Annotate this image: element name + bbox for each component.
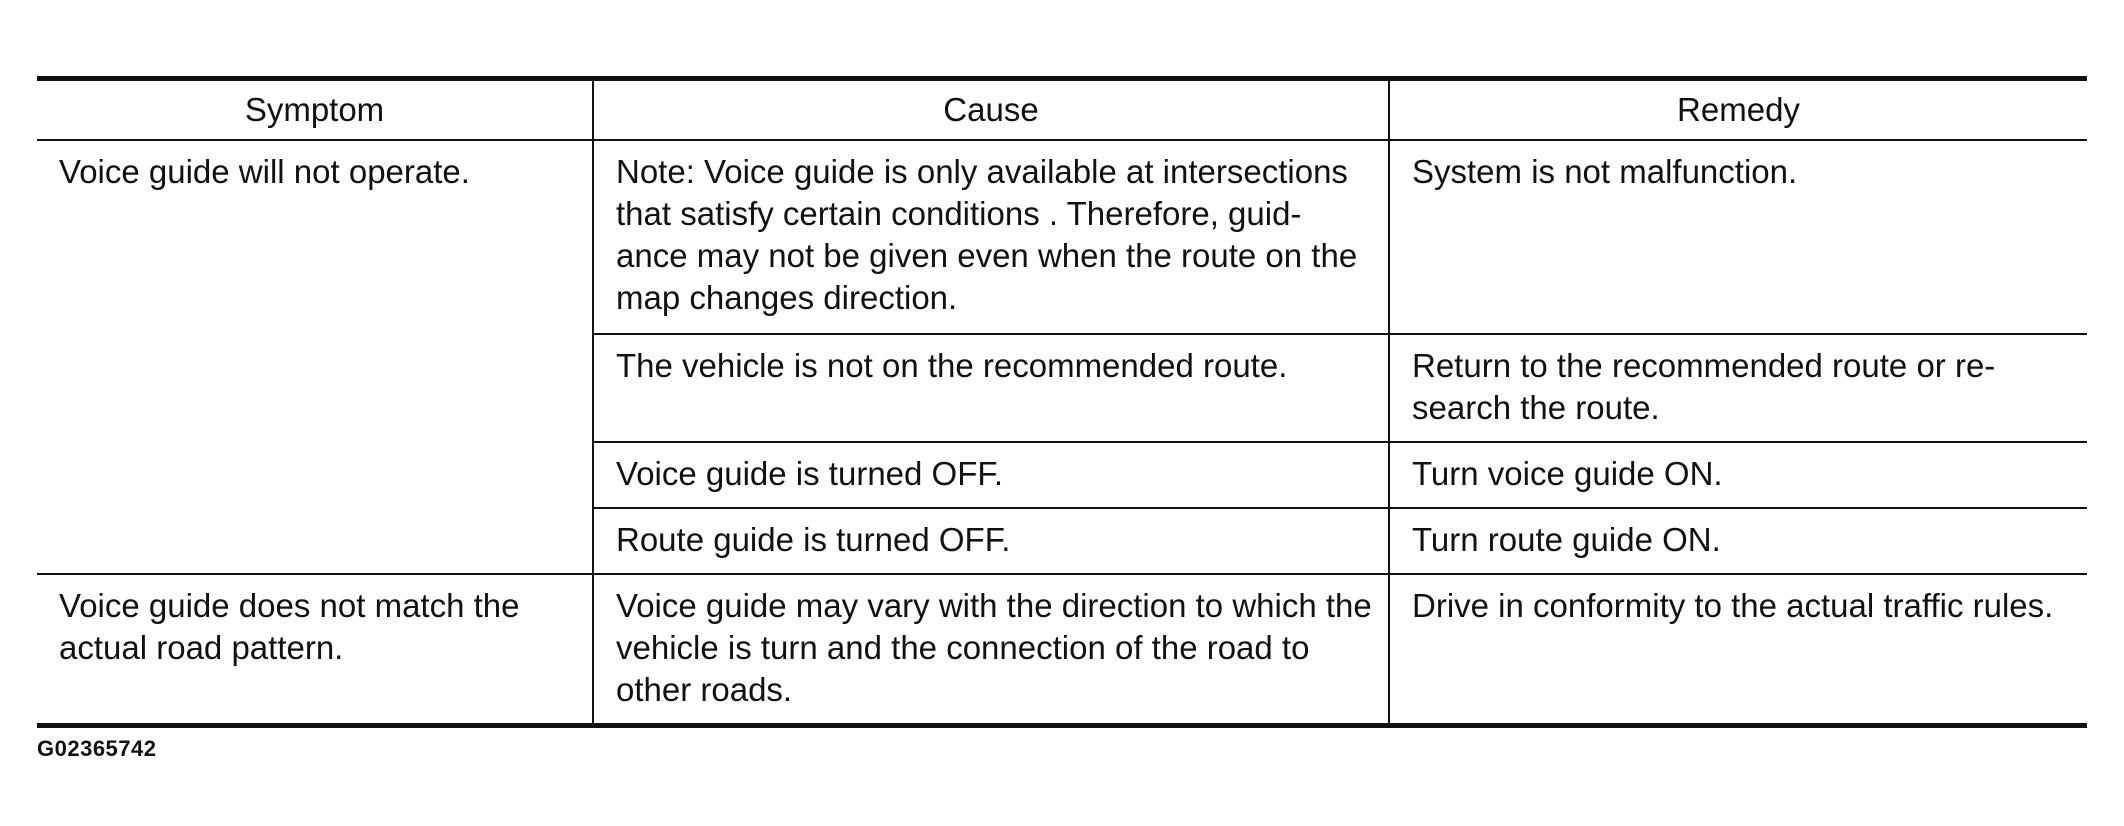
symptom-cell: Voice guide will not operate. [59, 153, 470, 190]
remedy-cell: Drive in conformity to the actual traffic rules. [1389, 574, 2087, 726]
remedy-cell: Turn voice guide ON. [1389, 442, 2087, 508]
troubleshooting-table [37, 76, 2087, 728]
header-cause: Cause [593, 79, 1389, 141]
table-row [37, 574, 2087, 726]
header-symptom: Symptom [244, 91, 385, 128]
table-row [37, 140, 2087, 334]
remedy-cell: Return to the recommended route or re-search the route. [1389, 334, 2087, 442]
cause-cell: The vehicle is not on the recommended route. [593, 334, 1389, 442]
header-remedy: Remedy [1389, 79, 2087, 141]
figure-code: G02365742 [37, 736, 157, 761]
table-header-row [37, 79, 2087, 141]
cause-cell: Route guide is turned OFF. [593, 508, 1389, 574]
symptom-cell: Voice guide does not match the actual road pattern. [37, 574, 593, 726]
troubleshooting-table-container [37, 76, 2087, 728]
cause-cell: Voice guide may vary with the direction to which the vehicle is turn and the connection of the road to other roads. [593, 574, 1389, 726]
cause-cell: Note: Voice guide is only available at intersections that satisfy certain conditions . Therefore, guid-ance may not be given even when the route on the map changes direction. [593, 140, 1389, 334]
remedy-cell: Turn route guide ON. [1389, 508, 2087, 574]
remedy-cell: System is not malfunction. [1389, 140, 2087, 334]
cause-cell: Voice guide is turned OFF. [593, 442, 1389, 508]
